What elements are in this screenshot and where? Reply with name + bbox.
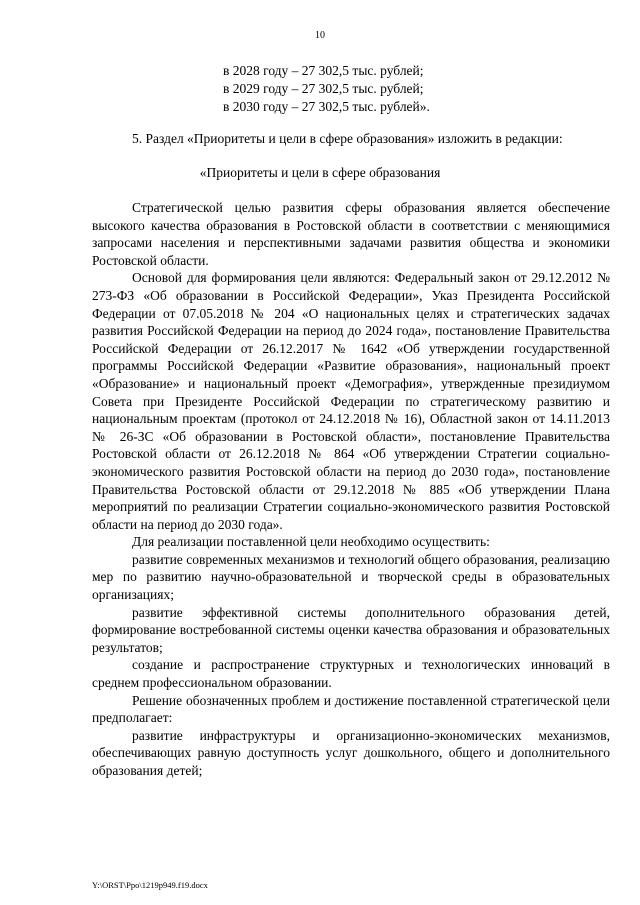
page-number: 10 [315, 30, 325, 41]
section-instruction: 5. Раздел «Приоритеты и цели в сфере образования» изложить в редакции: [132, 131, 563, 146]
paragraph-solution-intro: Решение обозначенных проблем и достижение поставленной стратегической цели предполагает: [92, 692, 610, 726]
budget-list [223, 62, 430, 116]
body-text [92, 199, 610, 780]
paragraph-goal: Стратегической целью развития сферы образования является обеспечение высокого качества образования в Ростовской области в соответствии с меняющимися запросами населения и перспективными задачами развития общества и экономики Ростовской области. [92, 200, 610, 268]
budget-line-2030: в 2030 году – 27 302,5 тыс. рублей». [223, 99, 430, 114]
budget-line-2028: в 2028 году – 27 302,5 тыс. рублей; [223, 63, 424, 78]
paragraph-task-2: развитие эффективной системы дополнительного образования детей, формирование востребованной системы оценки качества образования и образовательных результатов; [92, 604, 610, 655]
paragraph-basis: Основой для формирования цели являются: Федеральный закон от 29.12.2012 № 273-ФЗ «Об образовании в Российской Федерации», Указ Президента Российской Федерации от 07.05.2018 № 204 «О национальных целях и стратегических задачах развития Российской Федерации на период до 2024 года», постановление Правительства Российской Федерации от 26.12.2017 № 1642 «Об утверждении государственной программы Российской Федерации «Развитие образования», национальный проект «Образование» и национальный проект «Демография», утвержденные президиумом Совета при Президенте Российской Федерации по стратегическому развитию и национальным проектам (протокол от 24.12.2018 № 16), Областной закон от 14.11.2013 № 26-ЗС «Об образовании в Ростовской области», постановление Правительства Ростовской области от 26.12.2018 № 864 «Об утверждении Стратегии социально-экономического развития Ростовской области на период до 2030 года», постановление Правительства Ростовской области от 29.12.2018 № 885 «Об утверждении Плана мероприятий по реализации Стратегии социально-экономического развития Ростовской области на период до 2030 года». [92, 270, 610, 532]
paragraph-tasks-intro: Для реализации поставленной цели необходимо осуществить: [132, 534, 490, 550]
paragraph-task-1: развитие современных механизмов и технологий общего образования, реализацию мер по развитию научно-образовательной и творческой среды в образовательных организациях; [92, 551, 610, 603]
budget-line-2029: в 2029 году – 27 302,5 тыс. рублей; [223, 81, 424, 96]
footer-file-path: Y:\ORST\Ppo\1219p949.f19.docx [92, 880, 208, 890]
paragraph-task-3: создание и распространение структурных и технологических инноваций в среднем профессиональном образовании. [92, 657, 610, 691]
paragraph-solution-1: развитие инфраструктуры и организационно-экономических механизмов, обеспечивающих равную доступность услуг дошкольного, общего и дополнительного образования детей; [92, 727, 610, 778]
section-heading: «Приоритеты и цели в сфере образования [199, 165, 441, 180]
